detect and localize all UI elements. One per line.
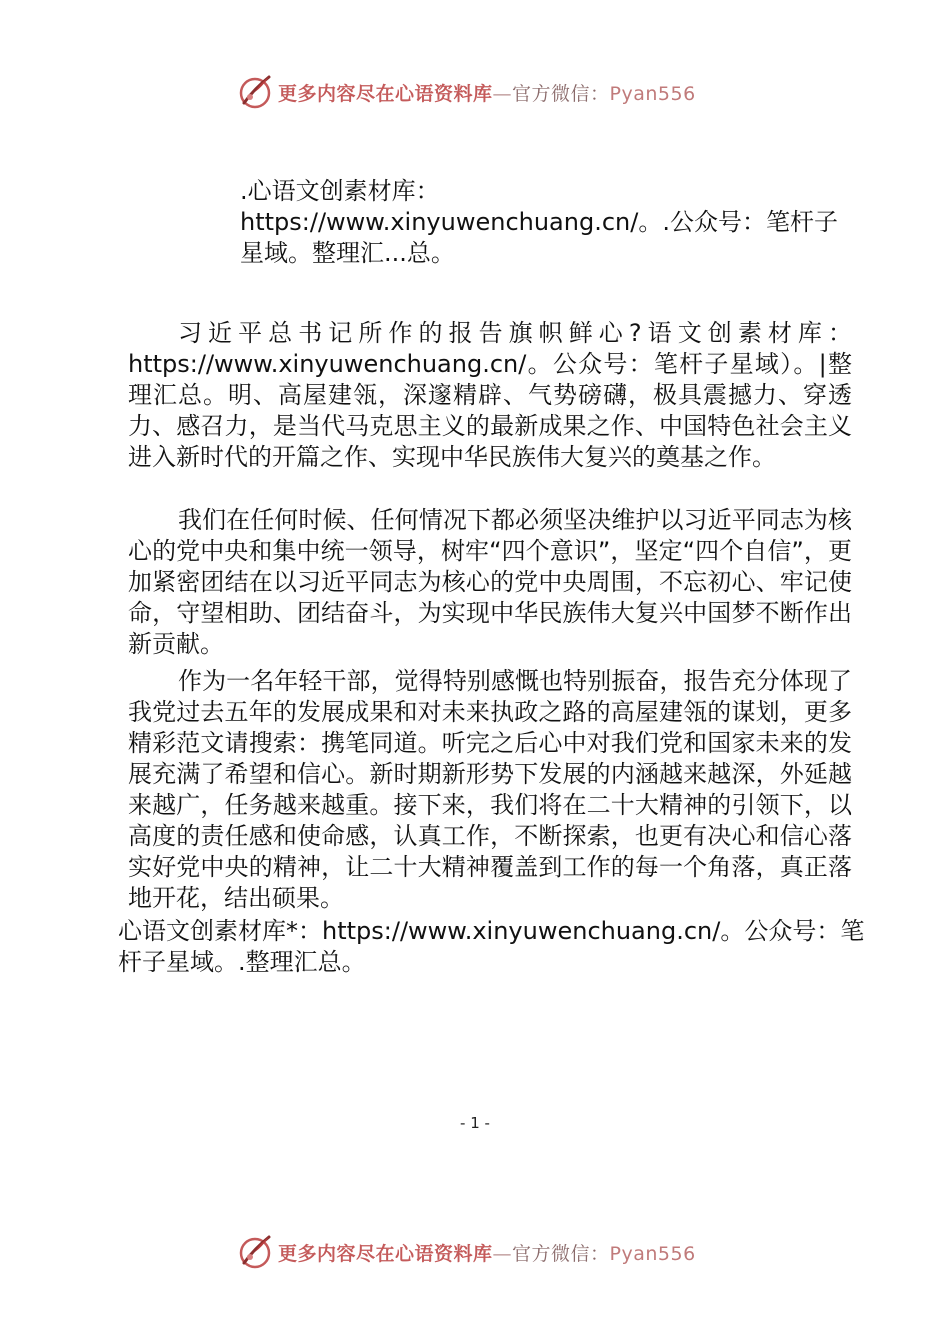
footer-banner [236,1232,756,1272]
banner-separator: — [492,1242,513,1265]
banner-text [278,79,696,106]
banner-wechat-id: Pyan556 [609,1242,696,1265]
page-number: - 1 - [460,1114,490,1132]
paragraph-2: 我们在任何时候、任何情况下都必须坚决维护以习近平同志为核心的党中央和集中统一领导，树牢“四个意识”，坚定“四个自信”，更加紧密团结在以习近平同志为核心的党中央周围，不忘初心、牢记使命，守望相助、团结奋斗，为实现中华民族伟大复兴中国梦不断作出新贡献。 [128,506,852,658]
source-note-bottom: 心语文创素材库*：https://www.xinyuwenchuang.cn/。公众号：笔杆子星域。.整理汇总。 [118,917,865,976]
header-banner [236,72,756,112]
banner-official-label: 官方微信： [512,1242,610,1265]
source-note-top: .心语文创素材库：https://www.xinyuwenchuang.cn/。.公众号：笔杆子星域。整理汇...总。 [240,177,838,267]
paragraph-3: 作为一名年轻干部，觉得特别感慨也特别振奋，报告充分体现了我党过去五年的发展成果和对未来执政之路的高屋建瓴的谋划，更多精彩范文请搜索：携笔同道。听完之后心中对我们党和国家未来的发展充满了希望和信心。新时期新形势下发展的内涵越来越深，外延越来越广，任务越来越重。接下来，我们将在二十大精神的引领下，以高度的责任感和使命感，认真工作，不断探索，也更有决心和信心落实好党中央的精神，让二十大精神覆盖到工作的每一个角落，真正落地开花，结出硕果。 [128,667,852,912]
banner-text [278,1239,696,1266]
banner-main-text: 更多内容尽在心语资料库 [278,82,493,105]
banner-separator: — [492,82,513,105]
banner-official-label: 官方微信： [512,82,610,105]
quill-swirl-logo-icon [236,73,274,111]
paragraph-1: 习近平总书记所作的报告旗帜鲜心?语文创素材库：https://www.xinyuwenchuang.cn/。公众号：笔杆子星域）。|整理汇总。明、高屋建瓴，深邃精辟、气势磅礴，极具震撼力、穿透力、感召力，是当代马克思主义的最新成果之作、中国特色社会主义进入新时代的开篇之作、实现中华民族伟大复兴的奠基之作。 [128,319,852,471]
quill-swirl-logo-icon [236,1233,274,1271]
banner-main-text: 更多内容尽在心语资料库 [278,1242,493,1265]
banner-wechat-id: Pyan556 [609,82,696,105]
